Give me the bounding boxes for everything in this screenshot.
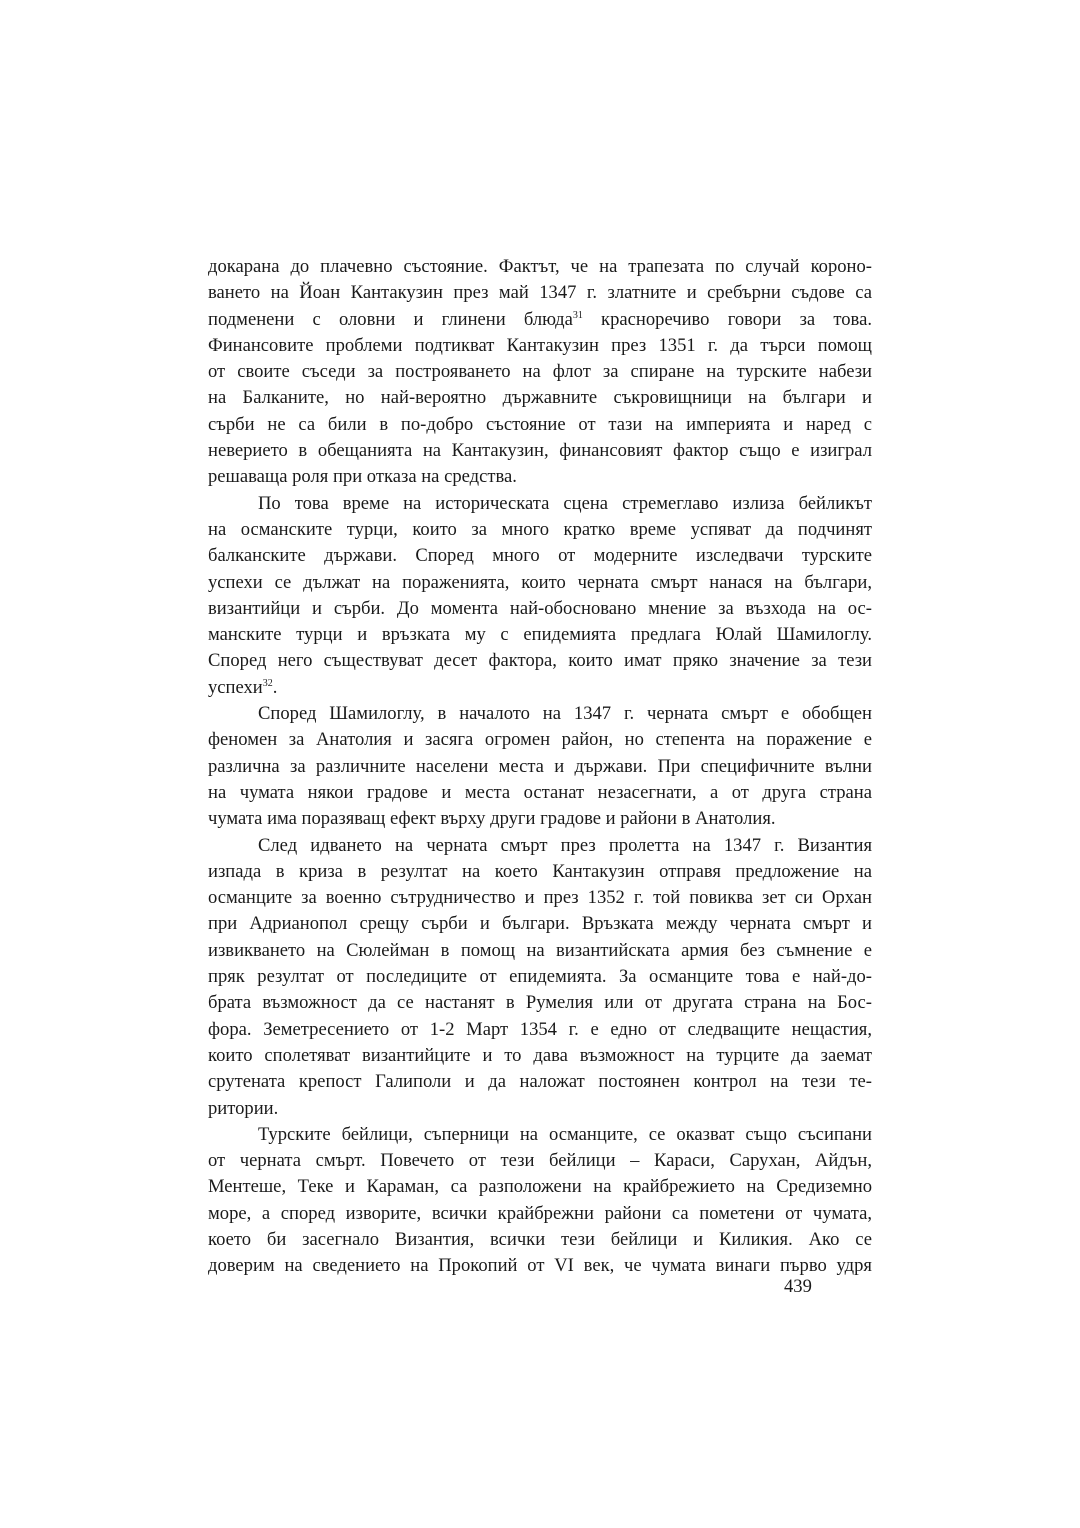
text-line: доверим на сведението на Прокопий от VI век, че чумата винаги първо удря xyxy=(208,1255,872,1277)
text-line: османците за военно сътрудничество и през 1352 г. той повиква зет си Орхан xyxy=(208,887,872,909)
text-line: извикването на Сюлейман в помощ на византийската армия без съмнение е xyxy=(208,939,872,961)
text-line: неверието в обещанията на Кантакузин, финансовият фактор също е изиграл xyxy=(208,440,872,462)
text-line: решаваща роля при отказа на средства. xyxy=(208,466,517,488)
text-line: сърби не са били в по-добро състояние от тази на империята и наред с xyxy=(208,413,872,435)
text-line: различна за различните населени места и държави. При специфичните вълни xyxy=(208,755,872,777)
text-line: докарана до плачевно състояние. Фактът, че на трапезата по случай короно- xyxy=(208,256,872,277)
text-line: от своите съседи за построяването на флот за спиране на турските набези xyxy=(208,361,872,383)
text-line: изпада в криза в резултат на което Кантакузин отправя предложение на xyxy=(208,860,872,882)
text-line: ването на Йоан Кантакузин през май 1347 г. златните и сребърни съдове са xyxy=(208,282,872,304)
text-line: пряк резултат от последиците от епидемията. За османците това е най-до- xyxy=(208,966,872,988)
text-line: море, а според изворите, всички крайбрежни райони са пометени от чумата, xyxy=(208,1202,872,1224)
text-line: византийци и сърби. До момента най-обосновано мнение за възхода на ос- xyxy=(208,597,872,619)
text-line: от черната смърт. Повечето от тези бейлици – Караси, Сарухан, Айдън, xyxy=(208,1150,872,1172)
text-line: фора. Земетресението от 1-2 Март 1354 г. е едно от следващите нещастия, xyxy=(208,1018,872,1040)
footnote-ref-32: 32 xyxy=(262,677,273,689)
text-line: Финансовите проблеми подтикват Кантакузин през 1351 г. да търси помощ xyxy=(208,334,872,356)
footnote-ref-31: 31 xyxy=(572,309,583,321)
text-line: Според Шамилоглу, в началото на 1347 г. черната смърт е обобщен xyxy=(258,703,872,725)
page-number: 439 xyxy=(784,1276,812,1297)
text-line: феномен за Анатолия и засяга огромен район, но степента на поражение е xyxy=(208,729,872,751)
body-text xyxy=(208,254,872,1280)
text-run: . xyxy=(272,676,278,698)
text-line: Ментеше, Теке и Караман, са разположени на крайбрежието на Средиземно xyxy=(208,1176,872,1198)
text-line: След идването на черната смърт през пролетта на 1347 г. Византия xyxy=(258,834,872,856)
text-run: подменени с оловни и глинени блюда xyxy=(208,308,573,330)
text-line: на чумата някои градове и места останат незасегнати, а от друга страна xyxy=(208,781,872,803)
text-line: което би засегнало Византия, всички тези бейлици и Киликия. Ако се xyxy=(208,1228,872,1250)
text-line: при Адрианопол срещу сърби и българи. Връзката между черната смърт и xyxy=(208,913,872,935)
text-line: на Балканите, но най-вероятно държавните съкровищници на българи и xyxy=(208,387,872,409)
text-line: По това време на историческата сцена стремеглаво излиза бейликът xyxy=(258,492,872,514)
text-line: на османските турци, които за много кратко време успяват да подчинят xyxy=(208,518,872,540)
text-line: успехи се дължат на пораженията, които черната смърт нанася на българи, xyxy=(208,571,872,593)
text-run: успехи xyxy=(208,676,263,698)
text-line: балканските държави. Според много от модерните изследвачи турските xyxy=(208,545,872,567)
text-line: чумата има поразяващ ефект върху други градове и райони в Анатолия. xyxy=(208,808,776,830)
text-line: срутената крепост Галиполи и да наложат постоянен контрол на тези те- xyxy=(208,1071,872,1093)
text-run: красноречиво говори за това. xyxy=(582,308,872,330)
text-line xyxy=(208,675,872,701)
text-line: ритории. xyxy=(208,1097,279,1119)
text-line: Според него съществуват десет фактора, които имат пряко значение за тези xyxy=(208,650,872,672)
text-line: брата възможност да се настанят в Румелия или от другата страна на Бос- xyxy=(208,992,872,1014)
text-line: манските турци и връзката му с епидемията предлага Юлай Шамилоглу. xyxy=(208,624,872,646)
text-line xyxy=(208,307,872,333)
text-line: които сполетяват византийците и то дава възможност на турците да заемат xyxy=(208,1044,872,1066)
text-line: Турските бейлици, съперници на османците, се оказват също съсипани xyxy=(258,1123,872,1145)
